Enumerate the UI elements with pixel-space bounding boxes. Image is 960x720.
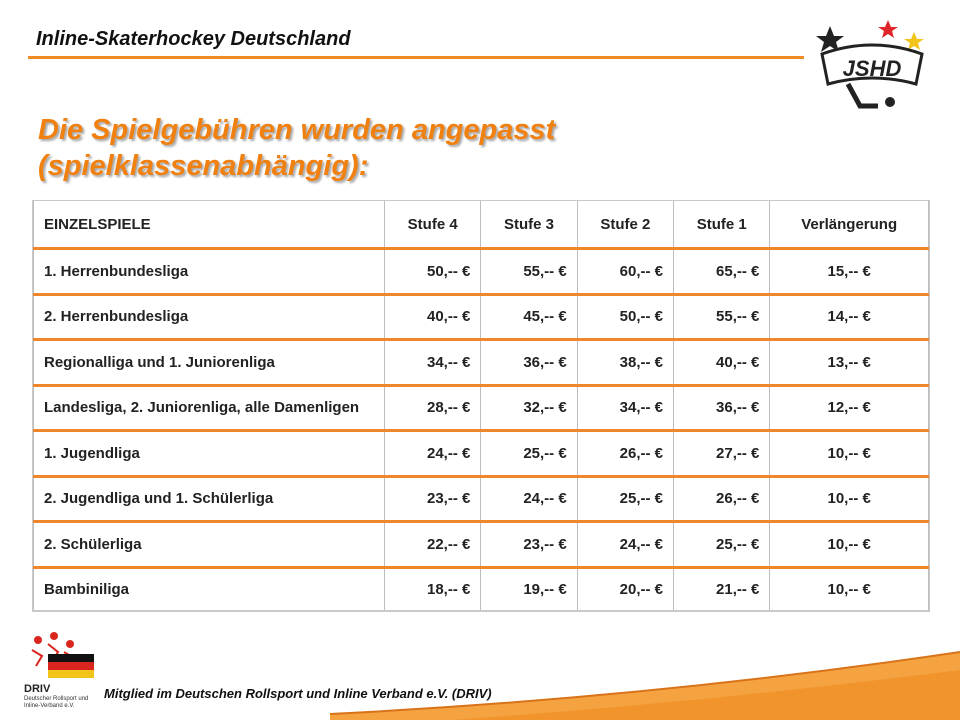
table-row <box>34 522 929 568</box>
logo-puck <box>885 97 895 107</box>
fee-stufe-2: 50,-- € <box>577 294 673 340</box>
fee-stufe-1: 55,-- € <box>674 294 770 340</box>
fee-stufe-2: 60,-- € <box>577 249 673 295</box>
fee-stufe-4: 28,-- € <box>385 385 481 431</box>
jshd-logo <box>808 14 936 114</box>
fee-verlaengerung: 13,-- € <box>770 340 929 386</box>
fee-stufe-3: 23,-- € <box>481 522 577 568</box>
fee-stufe-4: 18,-- € <box>385 567 481 610</box>
logo-star-yellow <box>904 32 924 50</box>
fee-stufe-4: 22,-- € <box>385 522 481 568</box>
league-name: 2. Schülerliga <box>34 522 385 568</box>
column-header-verlaengerung: Verlängerung <box>770 201 929 249</box>
league-name: 2. Herrenbundesliga <box>34 294 385 340</box>
column-header-stufe-3: Stufe 3 <box>481 201 577 249</box>
fee-stufe-1: 26,-- € <box>674 476 770 522</box>
league-name: Bambiniliga <box>34 567 385 610</box>
fee-stufe-2: 25,-- € <box>577 476 673 522</box>
fees-table-container <box>32 200 930 612</box>
fee-stufe-2: 26,-- € <box>577 431 673 477</box>
fee-stufe-4: 24,-- € <box>385 431 481 477</box>
fee-stufe-3: 32,-- € <box>481 385 577 431</box>
league-name: 2. Jugendliga und 1. Schülerliga <box>34 476 385 522</box>
fee-verlaengerung: 10,-- € <box>770 567 929 610</box>
flag-stripe-black <box>48 654 94 662</box>
fee-stufe-3: 55,-- € <box>481 249 577 295</box>
table-header-row <box>34 201 929 249</box>
fee-verlaengerung: 15,-- € <box>770 249 929 295</box>
org-title: Inline-Skaterhockey Deutschland <box>36 28 351 50</box>
fee-verlaengerung: 14,-- € <box>770 294 929 340</box>
fee-stufe-3: 36,-- € <box>481 340 577 386</box>
fee-stufe-4: 40,-- € <box>385 294 481 340</box>
table-row <box>34 294 929 340</box>
fee-stufe-2: 34,-- € <box>577 385 673 431</box>
fee-stufe-1: 25,-- € <box>674 522 770 568</box>
fee-stufe-3: 25,-- € <box>481 431 577 477</box>
table-row <box>34 431 929 477</box>
logo-stick <box>848 84 878 106</box>
league-name: Landesliga, 2. Juniorenliga, alle Damenligen <box>34 385 385 431</box>
fee-stufe-2: 24,-- € <box>577 522 673 568</box>
fee-stufe-4: 34,-- € <box>385 340 481 386</box>
fee-stufe-2: 20,-- € <box>577 567 673 610</box>
fee-verlaengerung: 10,-- € <box>770 522 929 568</box>
fee-stufe-1: 21,-- € <box>674 567 770 610</box>
table-row <box>34 567 929 610</box>
footer-swoosh <box>330 640 960 720</box>
fee-stufe-3: 24,-- € <box>481 476 577 522</box>
fee-stufe-2: 38,-- € <box>577 340 673 386</box>
table-row <box>34 385 929 431</box>
driv-label: DRIV <box>24 683 51 695</box>
fees-table <box>33 201 929 611</box>
driv-subtitle: Deutscher Rollsport und Inline-Verband e.V. <box>24 696 89 709</box>
logo-star-red <box>878 20 898 38</box>
league-name: 1. Herrenbundesliga <box>34 249 385 295</box>
fee-verlaengerung: 12,-- € <box>770 385 929 431</box>
headline-line-1: Die Spielgebühren wurden angepasst <box>38 114 556 146</box>
headline <box>38 112 555 184</box>
fee-stufe-1: 40,-- € <box>674 340 770 386</box>
column-header-stufe-2: Stufe 2 <box>577 201 673 249</box>
table-row <box>34 249 929 295</box>
flag-stripe-red <box>48 662 94 670</box>
logo-text: JSHD <box>842 56 902 81</box>
fee-stufe-1: 36,-- € <box>674 385 770 431</box>
header-divider <box>28 56 804 59</box>
column-header-stufe-1: Stufe 1 <box>674 201 770 249</box>
fee-verlaengerung: 10,-- € <box>770 476 929 522</box>
logo-figure-3 <box>66 640 74 648</box>
fee-stufe-3: 45,-- € <box>481 294 577 340</box>
fee-stufe-3: 19,-- € <box>481 567 577 610</box>
league-name: Regionalliga und 1. Juniorenliga <box>34 340 385 386</box>
logo-figure-1 <box>34 636 42 644</box>
fee-stufe-1: 27,-- € <box>674 431 770 477</box>
table-row <box>34 340 929 386</box>
column-header-stufe-4: Stufe 4 <box>385 201 481 249</box>
fee-stufe-1: 65,-- € <box>674 249 770 295</box>
league-name: 1. Jugendliga <box>34 431 385 477</box>
logo-figure-2 <box>50 632 58 640</box>
fee-stufe-4: 50,-- € <box>385 249 481 295</box>
fee-verlaengerung: 10,-- € <box>770 431 929 477</box>
column-header-einzelspiele: EINZELSPIELE <box>34 201 385 249</box>
flag-stripe-gold <box>48 670 94 678</box>
table-row <box>34 476 929 522</box>
headline-line-2: (spielklassenabhängig): <box>38 150 369 182</box>
fee-stufe-4: 23,-- € <box>385 476 481 522</box>
footer-membership-text: Mitglied im Deutschen Rollsport und Inline Verband e.V. (DRIV) <box>104 686 492 701</box>
